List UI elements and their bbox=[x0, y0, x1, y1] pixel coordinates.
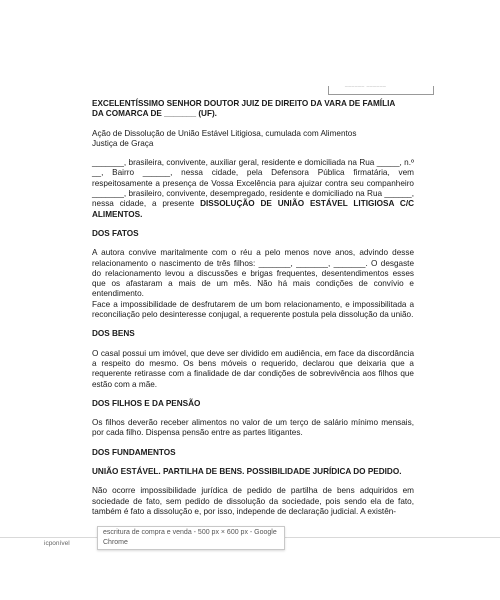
window-tooltip bbox=[97, 526, 285, 550]
fatos-text-1: A autora convive maritalmente com o réu a pelo menos nove anos, advindo desse relacionamento o nascimento de três filhos: _______, _______, _______. O desgaste do relacionamento levou a discussões e brigas frequentes, desentendimentos esses que os afastaram a mais de um mês. Não há mais condições de convívio e entendimento. bbox=[92, 248, 414, 299]
intro-bold: DISSOLUÇÃO DE UNIÃO ESTÁVEL LITIGIOSA C/C ALIMENTOS. bbox=[92, 199, 415, 219]
action-title-line2: Justiça de Graça bbox=[92, 138, 154, 148]
intro-text: _______, brasileira, convivente, auxiliar geral, residente e domiciliada na Rua _____, n.º __, Bairro ______, nessa cidade, pela Defensora Pública firmatária, vem respeitosamente a presença de Vossa Excelência para ajuizar contra seu companheiro _______, brasileiro, convivente, desempregado, residente e domiciliado na Rua ______, nessa cidade, a presente bbox=[92, 158, 414, 209]
fundamentos-subheading: UNIÃO ESTÁVEL. PARTILHA DE BENS. POSSIBILIDADE JURÍDICA DO PEDIDO. bbox=[92, 467, 402, 477]
court-address-line2: DA COMARCA DE _______ (UF). bbox=[92, 109, 217, 119]
header-box bbox=[328, 82, 434, 95]
fundamentos-paragraph: Não ocorre impossibilidade jurídica de pedido de partilha de bens adquiridos em sociedade de fato, sem pedido de dissolução da sociedade, pois sendo ela de fato, também é fato a dissolução e, por isso, independe de declaração judicial. A existên- bbox=[92, 486, 414, 516]
fatos-text-2: Face a impossibilidade de desfrutarem de um bom relacionamento, e impossibilitada a reconciliação pelo desinteresse conjugal, a requerente postula pela dissolução da união. bbox=[92, 299, 414, 320]
section-heading-fundamentos: DOS FUNDAMENTOS bbox=[92, 447, 176, 457]
bens-paragraph: O casal possui um imóvel, que deve ser dividido em audiência, em face da discordância a respeito do mesmo. Os bens móveis o requerido, declarou que deixaria que a requerente retirasse com a finalidade de dar condições de sobrevivência aos filhos que estão com a mãe. bbox=[92, 348, 414, 389]
section-heading-fatos: DOS FATOS bbox=[92, 228, 139, 238]
court-address-line1: EXCELENTÍSSIMO SENHOR DOUTOR JUIZ DE DIREITO DA VARA DE FAMÍLIA bbox=[92, 99, 396, 108]
fatos-paragraph bbox=[92, 248, 414, 320]
tooltip-line2: Chrome bbox=[103, 539, 128, 546]
tooltip-line1: escritura de compra e venda - 500 px × 600 px - Google bbox=[103, 529, 277, 536]
section-heading-bens: DOS BENS bbox=[92, 329, 135, 339]
action-title-line1: Ação de Dissolução de União Estável Litigiosa, cumulada com Alimentos bbox=[92, 128, 357, 138]
intro-paragraph bbox=[92, 158, 414, 220]
status-left-text: icponível bbox=[44, 540, 70, 547]
court-address bbox=[92, 99, 414, 120]
filhos-paragraph: Os filhos deverão receber alimentos no valor de um terço de salário mínimo mensais, por cada filho. Dispensa pensão entre as partes litigantes. bbox=[92, 418, 414, 438]
action-title bbox=[92, 129, 414, 150]
document-body bbox=[92, 99, 414, 526]
header-box-text: ______ ______ bbox=[345, 82, 387, 88]
section-heading-filhos: DOS FILHOS E DA PENSÃO bbox=[92, 398, 201, 408]
